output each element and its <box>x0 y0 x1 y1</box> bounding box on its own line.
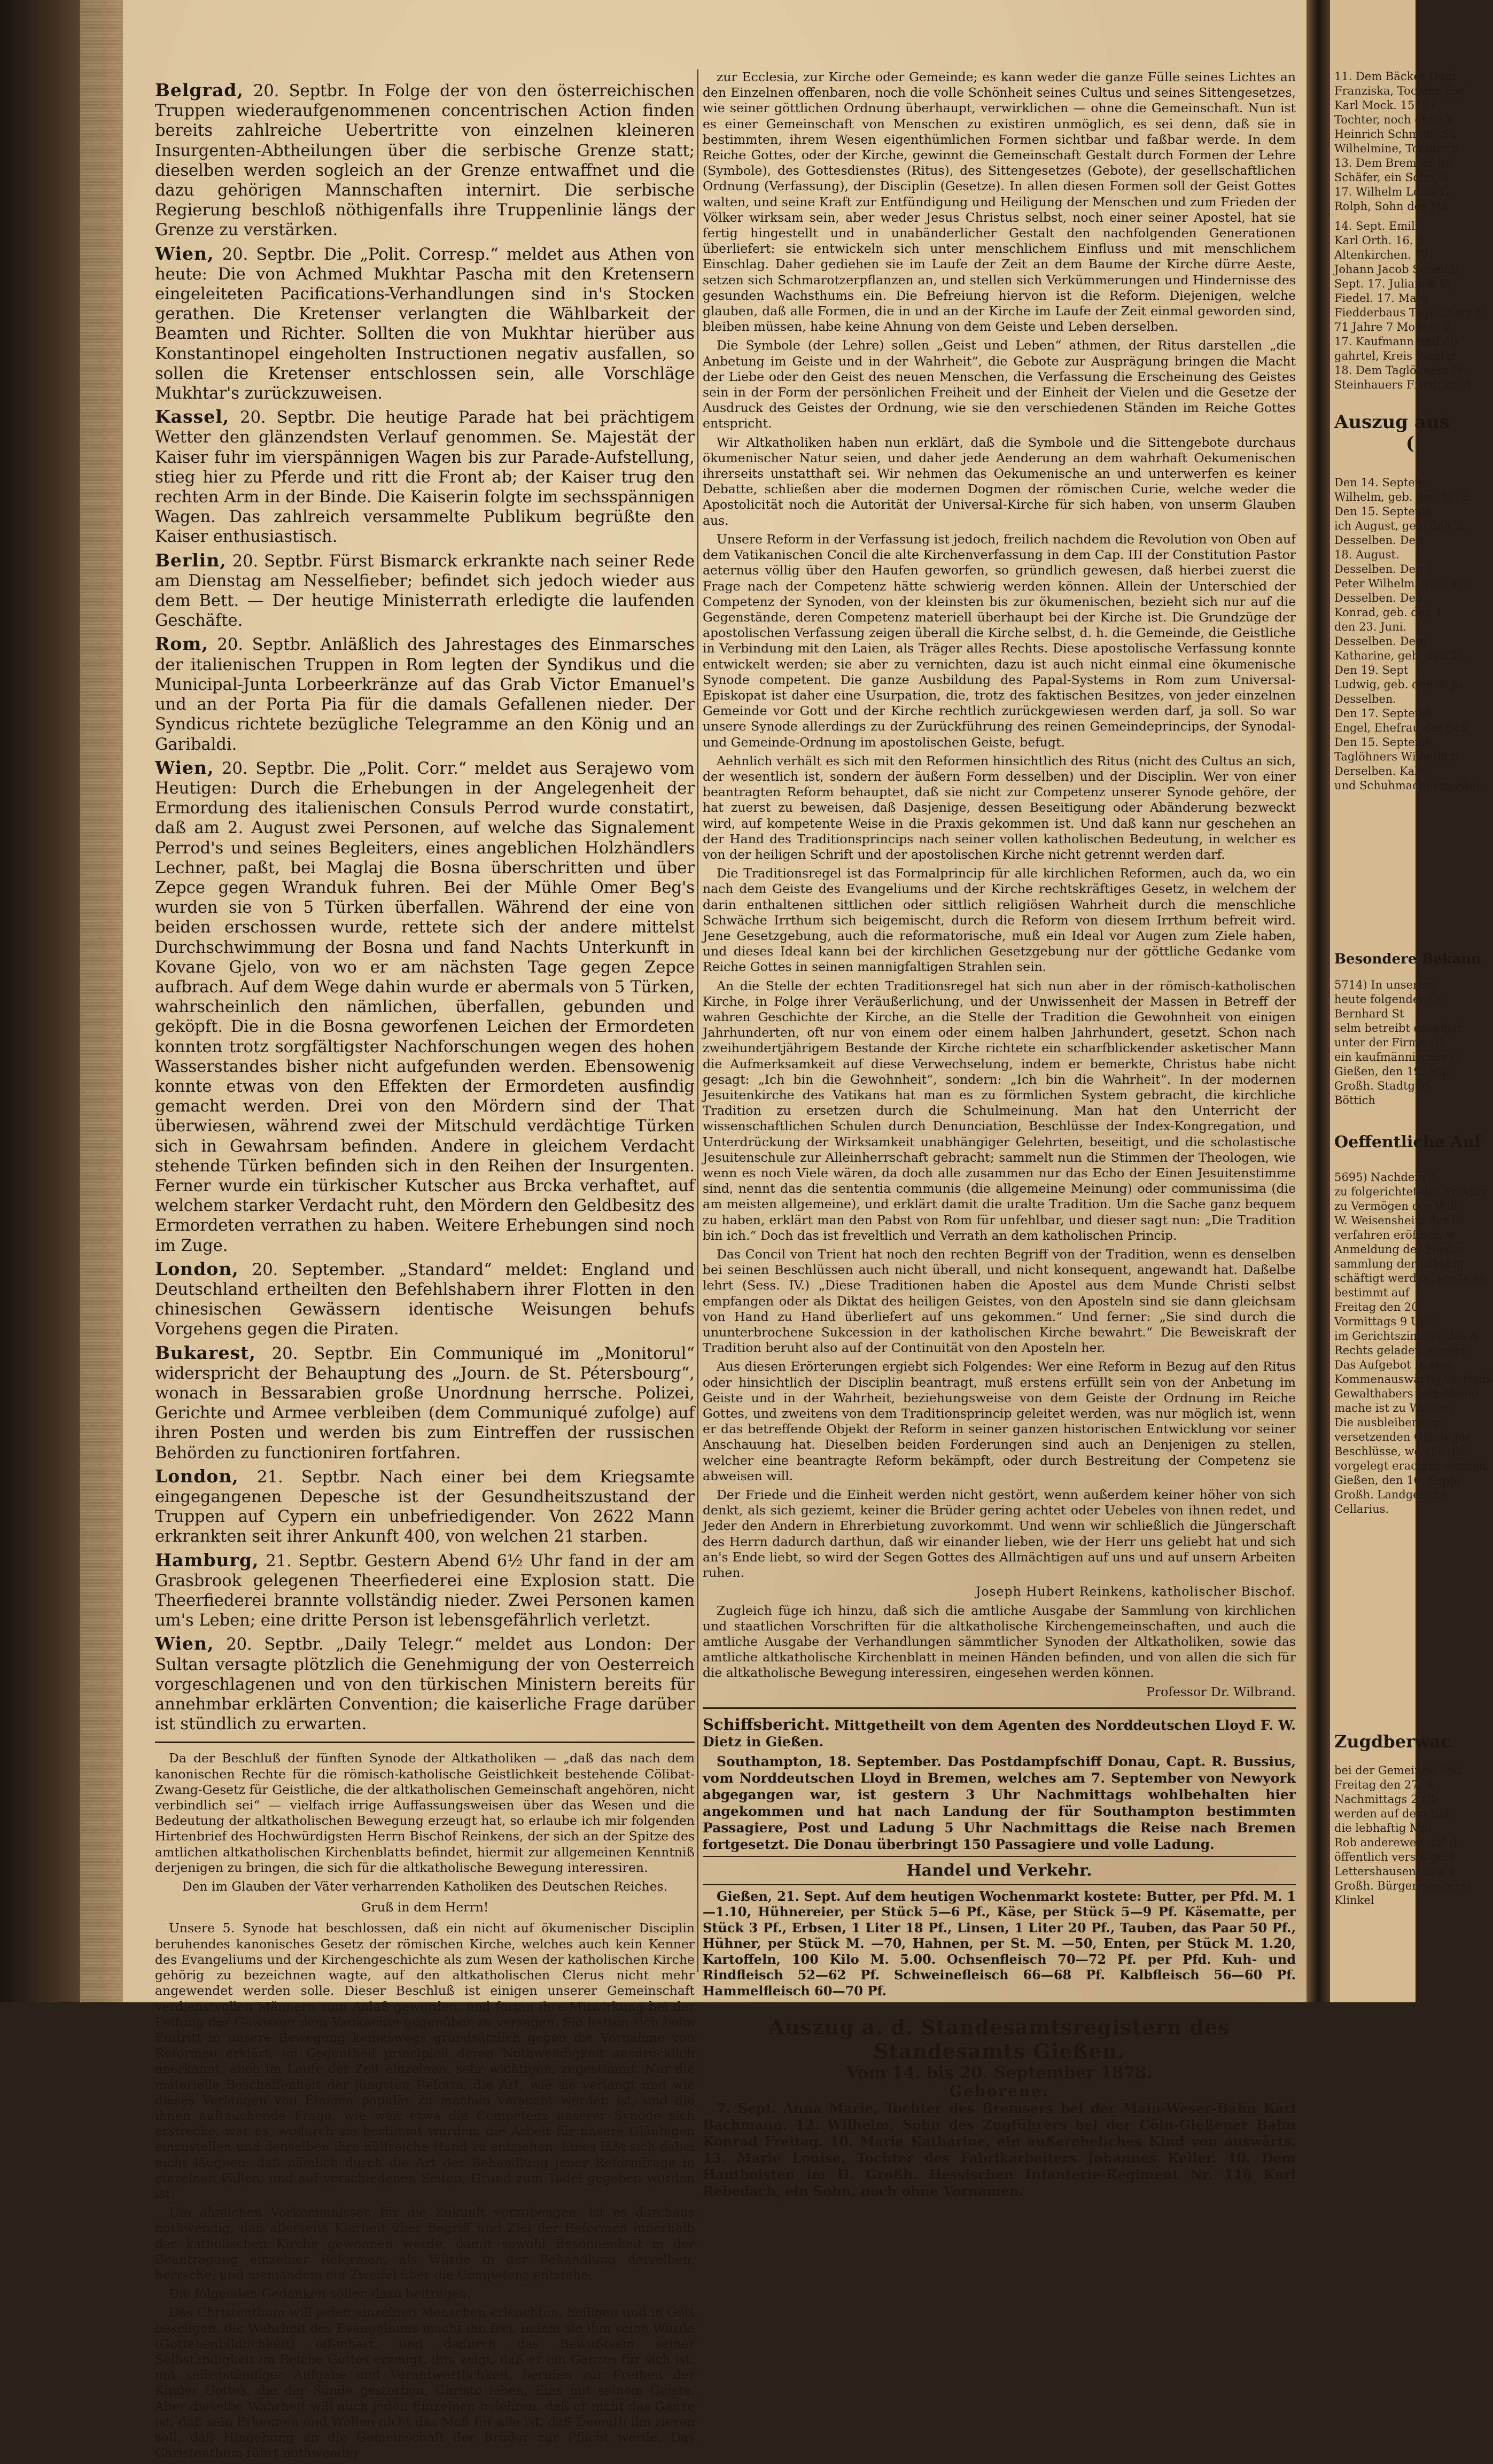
adjacent-text-line: Vormittags 9 Uhr <box>1334 1315 1433 1328</box>
article-paragraph: Wir Altkatholiken haben nun erklärt, daß die Symbole und die Sittengebote durchaus ökumenischer Natur seien, und daher jede Aenderung an dem wahrhaft Oekumenischen ihrerseits unstatthaft sei. Wir nehmen das Oekumenische an und unterwerfen es keiner Debatte, schließen aber die modernen Dogmen der römischen Curie, welche weder die Apostolicität noch die Autorität der Universal-Kirche für sich haben, von unserm Glauben aus. <box>703 434 1296 528</box>
adjacent-heading-3 <box>1334 951 1481 967</box>
news-text: 20. Septbr. Fürst Bismarck erkrankte nach seiner Rede am Dienstag am Nesselfieber; befindet sich jedoch wieder aus dem Bett. — Der heutige Ministerrath erledigte die laufenden Geschäfte. <box>155 551 695 631</box>
adjacent-text-line: Beschlüsse, welche die <box>1334 1445 1466 1458</box>
news-text: 20. Septbr. „Daily Telegr.“ meldet aus London: Der Sultan versagte plötzlich die Genehmigung der von Oesterreich vorgeschlagenen und von den türkischen Ministern bereits für annehmbar erklärten Convention; die kaiserliche Frage darüber ist stündlich zu erwarten. <box>155 1635 695 1734</box>
adjacent-text-line: Lettershausen, den 1 <box>1334 1865 1455 1878</box>
adjacent-text-line: und Schuhmachermeister <box>1334 779 1481 792</box>
adjacent-text-line: im Gerichtszimmer des A <box>1334 1330 1479 1342</box>
article-paragraph: Unsere 5. Synode hat beschlossen, daß ein nicht auf ökumenischer Disciplin beruhendes kanonisches Gesetz der römischen Kirche, welches auch kein Kenner des Evangeliums und der Kirchengeschichte als zum Wesen der katholischen Kirche gehörig zu bezeichnen wagte, auf den altkatholischen Clerus nicht mehr angewendet werden solle. Dieser Beschluß ist einigen unserer Gemeinschaft verdienstvollen Männern zum Anlaß geworden, und fortan ihre Mitwirkung bei der Leitung der Gewissen dem Vatikanum gegenüber zu versagen. Sie hatten sich beim Eintritt in unsere Bewegung keineswegs grundsätzlich gegen die Vornahme von Reformen erklärt, im Gegentheil principiell deren Nothwendigkeit ausdrücklich anerkannt, auch im Laufe der Zeit einzelnen, sehr wichtigen, zugestimmt. Nur die materielle Beschaffenheit der jüngsten Reform, die Art, wie sie verlangt und wie dieses Verlangen von Einigen populär zu machen versucht worden ist, und die ihnen auftauchende Frage, wie weit etwa die Competenz unserer Synode sich erstrecke, war es, wodurch sie bestimmt wurden, die Arbeit für unsere Gläubigen einzustellen und denselben ihre hülfreiche Hand zu entziehen. Eines läßt sich dabei nicht läugnen: daß nämlich durch die Art der Behandlung jener Reformfrage in einzelnen Fällen, und auf verschiedenen Seiten, Grund zum Tadel gegeben worden ist. <box>155 1921 695 2201</box>
news-item <box>155 1550 695 1631</box>
adjacent-text-line: Gießen, den 16. Septe <box>1334 1474 1461 1487</box>
adjacent-text-line: selm betreibt daselbst <box>1334 1022 1461 1035</box>
registry-text: 7. Sept. Anna Marie, Tochter des Bremsers bei der Main-Weser-Bahn Karl Bachmann. 12. Wilhelm, Sohn des Zugführers bei der Cöln-Gießener Bahn Konrad Freitag. 10. Marie Katharine, ein außereheliches Kind von auswärts. 13. Marie Louise, Tochter des Fabrikarbeiters Johannes Keller. 10. Dem Hautboisten im II. Großh. Hessischen Infanterie-Regiment Nr. 116 Karl Rebedach, ein Sohn, noch ohne Vornamen. <box>703 2101 1296 2199</box>
adjacent-text-line: 17. Kaufmann und Ag <box>1334 335 1458 348</box>
adjacent-text-line: Ludwig, geb. den 9. Ju <box>1334 678 1463 691</box>
adjacent-text-line: Bernhard St <box>1334 1007 1404 1020</box>
left-column <box>155 80 695 2464</box>
ship-report-title: Schiffsbericht. <box>703 1715 830 1734</box>
adjacent-text-line: zu Vermögen des Will <box>1334 1200 1458 1212</box>
article-paragraph: Das Christenthum will jeden einzelnen Menschen erleuchten, heiligen und in Gott beseligen, die Wahrheit des Evangeliums macht ihn frei, indem sie ihm seine Würde (Gottebenbildlichkeit) offenbart, und dadurch das Bewußtsein seiner Selbständigkeit im Reiche Gottes erzeugt, ihm zeigt, daß er ein Ganzes für sich ist, mit selbstständiger Aufgabe und Verantwortlichkeit, berufen zur Freiheit der Kinder Gottes, die der Sünde gestorben, Christo leben, Eins mit seinem Geiste. Aber dieselbe Wahrheit will auch jeden Einzelnen belehren, daß er nicht das Ganze ist, daß sein Erkennen und Wollen nicht das Maß für alle ist, daß Demuth ihn zieren soll, daß Hingebung an die Gemeinschaft der Brüder zur Pflicht werde. Das Christenthum führt nothwendig <box>155 2305 695 2461</box>
adjacent-text-line: Den 17. Septemb <box>1334 707 1433 720</box>
adjacent-text-line: Peter Wilhelm, geb. den <box>1334 577 1471 590</box>
news-dateline: Hamburg, <box>155 1549 259 1571</box>
adjacent-text-line: 14. Sept. Emili <box>1334 220 1419 232</box>
pastoral-letter-part1 <box>155 1921 695 2461</box>
news-dateline: Wien, <box>155 757 214 778</box>
adjacent-text-line: Desselben. Den 1 <box>1334 563 1434 576</box>
adjacent-text-line: 71 Jahre 7 Monate 2 <box>1334 321 1451 333</box>
news-item <box>155 550 695 631</box>
news-dateline: Kassel, <box>155 406 230 427</box>
adjacent-text-line: Katharine, geb. den 11. <box>1334 649 1468 662</box>
adjacent-text-line: mache ist zu Wassers <box>1334 1402 1456 1414</box>
adjacent-text-line: Steinhauers Friedrich A <box>1334 378 1472 391</box>
news-text: 21. Septbr. Gestern Abend 6½ Uhr fand in der am Grasbrook gelegenen Theerfiederei eine Explosion statt. Die Theerfiederei brannte vollständig nieder. Zwei Personen kamen um's Leben; eine dritte Person ist lebensgefährlich verletzt. <box>155 1551 695 1630</box>
news-item <box>155 407 695 547</box>
adjacent-text-line: 5714) In unserem <box>1334 978 1436 991</box>
adjacent-text-line: Klinkel <box>1334 1894 1374 1907</box>
adjacent-page-edge <box>1330 0 1493 2002</box>
adjacent-text-line: Nachmittags 2 Uh <box>1334 1793 1438 1806</box>
article-paragraph: Das Concil von Trient hat noch den rechten Begriff von der Tradition, wenn es denselben bei seinen Beschlüssen auch nicht überall, und nicht konsequent, angewandt hat. Daßelbe lehrt (Sess. IV.) „Diese Traditionen haben die Apostel aus dem Munde Christi selbst empfangen oder als Diktat des heiligen Geistes, von den Aposteln sind sie dann gleichsam von Hand zu Hand überliefert auf uns gekommen.“ Und ferner: „Sie sind durch die ununterbrochene Sukcession in der katholischen Kirche bewahrt.“ Die Beweiskraft der Tradition beruht also auf der Continuität von den Aposteln her. <box>703 1247 1296 1356</box>
news-dateline: Wien, <box>155 243 214 264</box>
news-item <box>155 634 695 754</box>
adjacent-text-line: Desselben. Den <box>1334 534 1423 547</box>
news-text: 20. September. „Standard“ meldet: England und Deutschland ertheilten den Befehlshabern ihrer Flotten in den chinesischen Gewässern identische Weisungen behufs Vorgehens gegen die Piraten. <box>155 1260 695 1339</box>
adjacent-text-line: Die ausbleibenden <box>1334 1416 1440 1429</box>
adjacent-text-line: versetzenden Gläubiger <box>1334 1431 1471 1443</box>
registry-section: Geborene. <box>949 2082 1049 2101</box>
adjacent-text-line: öffentlich versteigert. <box>1334 1851 1458 1863</box>
telegram-news-list <box>155 80 695 1734</box>
article-paragraph: Unsere Reform in der Verfassung ist jedoch, freilich nachdem die Revolution von Oben auf dem Vatikanischen Concil die alte Kirchenverfassung in dem Cap. III der Constitution Pastor aeternus völlig über den Haufen geworfen, so gründlich gewesen, daß hierbei zuerst die Frage nach der Competenz hätte schwierig werden können. Allein der Unterschied der Competenz der Synoden, von der kleinsten bis zur ökumenischen, bezieht sich nur auf die Gegenstände, deren Competenz materiell überhaupt bei der Kirche ist. Die Grundzüge der apostolischen Verfassung zeigen überall die Kirche selbst, d. h. die Gemeinde, die Geistliche in Verbindung mit den Laien, als Träger alles Rechts. Diese apostolische Verfassung konnte entwickelt werden; sie aber zu vernichten, dazu ist auch nicht einmal eine ökumenische Synode competent. Die ganze Ausbildung des Papal-Systems in Rom zum Universal-Episkopat ist daher eine Usurpation, die, trotz des faktischen Besitzes, von jeder einzelnen Gemeinde vor Gott und der Kirche rechtlich zurückgewiesen werden darf, ja soll. So war unsere Synode allerdings zu der Zurückführung des reinen Gemeindeprincips, der Synodal- und Gemeinde-Ordnung im apostolischen Geiste, befugt. <box>703 531 1296 750</box>
adjacent-text-line: Den 15. Septemb <box>1334 736 1433 749</box>
adjacent-heading-text: Oeffentliche Auf <box>1334 1133 1481 1152</box>
news-item <box>155 1466 695 1547</box>
adjacent-text-line: Böttich <box>1334 1094 1375 1107</box>
adjacent-heading-4 <box>1334 1133 1481 1152</box>
book-binding <box>0 0 123 2002</box>
news-dateline: Wien, <box>155 1633 214 1654</box>
adjacent-text-line: Desselben. Dem <box>1334 635 1426 648</box>
article-paragraph: Der Friede und die Einheit werden nicht gestört, wenn außerdem keiner höher von sich denkt, als sich geziemt, keiner die Brüder gering achtet oder Uebeles von ihnen redet, und Jeder den Andern in Ehrerbietung zuvorkommt. Und wenn wir schließlich die Jüngerschaft des Herrn dadurch darthun, daß wir einander lieben, wie der Herr uns geliebt hat und sich an's Ende liebt, so wird der Segen Gottes des Allmächtigen auf uns und auf unsern Arbeiten ruhen. <box>703 1487 1296 1581</box>
adjacent-text-line: ich August, geb. den 2. <box>1334 519 1466 532</box>
news-text: 20. Septbr. Die „Polit. Corresp.“ meldet aus Athen von heute: Die von Achmed Mukhtar Pascha mit den Kretensern eingeleiteten Pacifications-Verhandlungen sind in's Stocken gerathen. Die Kretenser verlangten die Wählbarkeit der Beamten und Richter. Sollten die von Mukhtar hierüber aus Konstantinopel eingeholten Instructionen negativ ausfallen, so sollen die Kretenser entschlossen sein, alle Vorschläge Mukhtar's zurückzuweisen. <box>155 245 695 403</box>
news-dateline: London, <box>155 1465 239 1487</box>
adjacent-text-line: Johann Jacob Schmidt <box>1334 263 1460 276</box>
column-divider <box>697 69 698 1972</box>
adjacent-heading-2 <box>1334 411 1450 454</box>
adjacent-text-line: verfahren eröffnet, w <box>1334 1229 1456 1241</box>
adjacent-text-line: Sept. 17. Julianne Si <box>1334 277 1451 290</box>
ship-report-text: Southampton, 18. September. Das Postdampfschiff Donau, Capt. R. Bussius, vom Norddeutschen Lloyd in Bremen, welches am 7. September von Newyork abgegangen war, ist gestern 3 Uhr Nachmittags wohlbehalten hier angekommen und hat nach Landung der für Southampton bestimmten Passagiere, Post und Ladung 5 Uhr Nachmittags die Reise nach Bremen fortgesetzt. Die Donau überbringt 150 Passagiere und volle Ladung. <box>703 1753 1296 1852</box>
news-text: 20. Septbr. Ein Communiqué im „Monitorul“ widerspricht der Behauptung des „Journ. de St. Pétersbourg“, wonach in Bessarabien große Unordnung herrsche. Polizei, Gerichte und Armee verbleiben (dem Communiqué zufolge) auf ihren Posten und werden bis zum Eintreffen der russischen Behörden zu functioniren fortfahren. <box>155 1344 695 1463</box>
adjacent-text-line: Cellarius. <box>1334 1503 1389 1515</box>
news-dateline: Belgrad, <box>155 80 244 100</box>
adjacent-text-line: Großh. Landgericht <box>1334 1488 1447 1501</box>
adjacent-text-line: Den 14. Septem <box>1334 476 1426 489</box>
adjacent-text-line: Rob andereweit auf d <box>1334 1836 1457 1849</box>
adjacent-text-line: Desselben. <box>1334 693 1397 705</box>
news-text: 21. Septbr. Nach einer bei dem Kriegsamte eingegangenen Depesche ist der Gesundheitszustand der Truppen auf Cypern ein unbefriedigender. Von 2622 Mann erkrankten seit ihrer Ankunft 400, von welchen 21 starben. <box>155 1467 695 1546</box>
news-dateline: Bukarest, <box>155 1342 256 1363</box>
right-column <box>703 69 1296 2203</box>
adjacent-text-line: Schäfer, ein Sohn, n <box>1334 171 1449 184</box>
adjacent-text-line: 18. Dem Taglöhners W <box>1334 364 1464 377</box>
article-paragraph: zur Ecclesia, zur Kirche oder Gemeinde; es kann weder die ganze Fülle seines Lichtes an den Einzelnen offenbaren, noch die volle Schönheit seines Cultus und seines Sittengesetzes, wie seiner göttlichen Ordnung überhaupt, verwirklichen — ohne die Gemeinschaft. Nun ist es einer Gemeinschaft von Menschen zu existiren unmöglich, es sei denn, daß sie in bestimmten, ihrem Wesen eigenthümlichen Formen sichtbar und faßbar werde. In dem Reiche Gottes, oder der Kirche, gewinnt die Gemeinschaft Gestalt durch Formen der Lehre (Symbole), des Gottesdienstes (Ritus), des Sittengesetzes (Gebote), der gesellschaftlichen Ordnung (Verfassung), der Disciplin (Gesetze). In allen diesen Formen soll der Geist Gottes walten, und seine Kraft zur Entfündigung und Heiligung der Menschen und zum Frieden der Völker wirksam sein, aber weder Jesus Christus selbst, noch einer seiner Apostel, hat sie fertig hingestellt und in unabänderlicher Gestalt den nachfolgenden Generationen überliefert: sie entwickeln sich unter menschlichem Einfluss und mit menschlichem Einschlag. Daher gediehen sie im Laufe der Zeit an dem Baume der Kirche dürre Aeste, setzen sich Schmarotzerpflanzen an, und stellen sich Verkümmerungen und Hindernisse des gesunden Wachsthums ein. Die Befreiung hiervon ist die Reform. Diejenigen, welche glauben, daß alle Formen, die in und an der Kirche im Laufe der Zeit einmal geworden sind, bleiben müssen, habe keine Ahnung von dem Geiste und Leben derselben. <box>703 69 1296 335</box>
article-paragraph: Aus diesen Erörterungen ergiebt sich Folgendes: Wer eine Reform in Bezug auf den Ritus oder hinsichtlich der Disciplin beantragt, muß erstens erfüllt sein von der Anbetung im Geiste und in der Wahrheit, beziehungsweise von dem Geiste der Ordnung im Reiche Gottes, und zweitens von dem Traditionsprincip geleitet werden, was nur möglich ist, wenn er das betreffende Objekt der Reform in seiner ganzen historischen Entwicklung vor seiner Anschauung hat. Dieselben beiden Forderungen sind auch an Denjenigen zu stellen, welcher eine beantragte Reform bekämpft, oder durch Bestreitung der Competenz sie abweisen will. <box>703 1359 1296 1483</box>
news-item <box>155 244 695 404</box>
adjacent-text-line: W. Weisensheim der Fr <box>1334 1214 1465 1227</box>
adjacent-text-line: Karl Mock. 15. Di <box>1334 99 1435 112</box>
section-rule <box>703 1856 1296 1857</box>
closing-signature: Professor Dr. Wilbrand. <box>1146 1684 1296 1699</box>
article-intro: Da der Beschluß der fünften Synode der Altkatholiken — „daß das nach dem kanonischen Rechte für die römisch-katholische Geistlichkeit bestehende Cölibat-Zwang-Gesetz für Geistliche, die der altkatholischen Gemeinschaft angehören, nicht verbindlich sei“ — vielfach irrige Auffassungsweisen über das Wesen und die Bedeutung der altkatholischen Bewegung erzeugt hat, so erlaube ich mir folgenden Hirtenbrief des Hochwürdigsten Herrn Bischof Reinkens, der sich an der Spitze des amtlichen altkatholischen Kirchenblatts befindet, hiermit zur allgemeinen Kenntniß derjenigen zu bringen, die sich für die altkatholische Bewegung interessiren. <box>155 1751 695 1875</box>
adjacent-lines-d <box>1334 1170 1493 1517</box>
article-paragraph: Aehnlich verhält es sich mit den Reformen hinsichtlich des Ritus (nicht des Cultus an sich, der wesentlich ist, sondern der äußern Form desselben) und der Disciplin. Wer von einer beantragten Reform behauptet, daß sie nicht zur Competenz unserer Synode gehöre, der hat zuerst zu beweisen, daß Dasjenige, dessen Beseitigung oder Abänderung bezweckt wird, auf kompetente Weise in die Praxis gekommen ist. Und daß kann nur geschehen an der Hand des Traditionsprincips nach seiner vollen katholischen Bedeutung, in welcher es von der heiligen Schrift und der apostolischen Kirche nicht getrennt werden darf. <box>703 753 1296 862</box>
adjacent-text-line: gahrtel, Kreis Weglar. <box>1334 349 1459 362</box>
adjacent-heading-text: Zugdberwac <box>1334 1731 1451 1752</box>
article-paragraph: An die Stelle der echten Traditionsregel hat sich nun aber in der römisch-katholischen Kirche, in Folge ihrer Veräußerlichung, und der Unwissenheit der Massen in Betreff der wahren Geschichte der Kirche, an die Stelle der Tradition die Gewohnheit von einigen Jahrhunderten, oft nur von einem oder einem halben Jahrhundert, gesetzt. Schon nach zweihundertjährigem Bestande der Kirche richtete ein scharfblickender asketischer Mann die Aufmerksamkeit auf diese Verwechselung, indem er bemerkte, Christus habe nicht gesagt: „Ich bin die Gewohnheit“, sondern: „Ich bin die Wahrheit“. In der modernen Jesuitenkirche des Vatikans hat man es zu förmlichen System gebracht, die kirchliche Tradition zu ersetzen durch die Schulmeinung. Man hat den Unterricht der wissenschaftlichen Schulen durch Denunciation, Beschlüsse der Index-Kongregation, und Unterdrückung der Wirksamkeit unabhängiger Gelehrten, beseitigt, und die scholastische Jesuitenschule zur Alleinherrschaft gebracht; sammelt nun die Stimmen der Theologen, wie wenn es noch Viele wären, da doch alle zusammen nur das Echo der Einen Jesuitenstimme sind, nennt das die sententia communis (die allgemeine Meinung) oder communissima (die am meisten allgemeine), und erklärt damit die uralte Tradition. Um die Sache ganz bequem zu haben, erklärt man den Pabst von Rom für unfehlbar, und dieser sagt nun: „Die Tradition bin ich.“ Doch das ist freveltlich und Verrath an dem katholischen Princip. <box>703 978 1296 1243</box>
adjacent-text-line: 11. Dem Bäcker Dani <box>1334 70 1456 83</box>
adjacent-text-line: unter der Firma „B <box>1334 1036 1443 1049</box>
bishop-signature: Joseph Hubert Reinkens, katholischer Bischof. <box>975 1584 1296 1599</box>
adjacent-lines-c <box>1334 978 1461 1108</box>
adjacent-text-line: Großh. Stadtgeri <box>1334 1079 1431 1092</box>
adjacent-text-line: Das Aufgebot in eine <box>1334 1358 1453 1371</box>
adjacent-heading-sub: ( <box>1405 433 1414 454</box>
article-paragraph: Die folgenden Gedanken sollen dazu beitragen. <box>169 2286 471 2302</box>
adjacent-lines-mid <box>1334 219 1486 392</box>
adjacent-text-line: heute folgender Ge <box>1334 993 1444 1006</box>
adjacent-text-line: Rechts geladen werden <box>1334 1344 1468 1357</box>
registry-title: Auszug a. d. Standesamtsregistern des Standesamts Gießen. <box>768 2015 1230 2064</box>
news-item <box>155 1343 695 1463</box>
greeting-recipients: Den im Glauben der Väter verharrenden Katholiken des Deutschen Reiches. <box>182 1879 668 1894</box>
adjacent-text-line: Heinrich Schmidt, Sc <box>1334 128 1456 141</box>
section-rule <box>703 2006 1296 2008</box>
adjacent-text-line: zu folgerichtet der Provinz <box>1334 1185 1487 1198</box>
adjacent-text-line: bestimmt auf <box>1334 1286 1410 1299</box>
news-text: 20. Septbr. In Folge der von den österreichischen Truppen wiederaufgenommenen concentrischen Action finden bereits zahlreiche Uebertritte von einzelnen kleineren Insurgenten-Abtheilungen über die serbische Grenze statt; dieselben werden sogleich an der Grenze entwaffnet und die dazu gehörigen Mannschaften internirt. Die serbische Regierung beschloß nöthigenfalls ihre Truppenlinie längs der Grenze zu verstärken. <box>155 82 695 240</box>
adjacent-lines-b <box>1334 476 1481 793</box>
adjacent-text-line: sammlung der Gläubig <box>1334 1257 1464 1270</box>
adjacent-heading-5 <box>1334 1731 1451 1752</box>
news-text: 20. Septbr. Anläßlich des Jahrestages des Einmarsches der italienischen Truppen in Rom legten der Syndikus und die Municipal-Junta Lorbeerkränze auf das Grab Victor Emanuel's und an der Porta Pia für die damals Gefallenen nieder. Der Syndicus richtete bezügliche Telegramme an den König und an Garibaldi. <box>155 635 695 754</box>
adjacent-text-line: Den 19. Sept <box>1334 664 1409 677</box>
news-dateline: Berlin, <box>155 549 227 571</box>
greeting: Gruß in dem Herrn! <box>361 1900 489 1915</box>
adjacent-text-line: Derselben. Kalb <box>1334 765 1426 778</box>
news-item <box>155 1259 695 1340</box>
article-paragraph: Die Symbole (der Lehre) sollen „Geist und Leben“ athmen, der Ritus darstellen „die Anbetung im Geiste und in der Wahrheit“, die Gebote zur Ausprägung bringen die Macht der Liebe oder den Geist des neuen Menschen, die Verfassung die Erscheinung des Geistes sein in der Form der persönlichen Freiheit und der Einheit der Vielen und die Gesetze der Ausdruck des Geistes der Ordnung, wie sie den verschiedenen Ständen im Reiche Gottes entspricht. <box>703 338 1296 431</box>
section-rule <box>703 1884 1296 1885</box>
section-rule <box>703 1707 1296 1709</box>
adjacent-text-line: Wilhelmine, Tochter d <box>1334 142 1460 155</box>
adjacent-text-line: Konrad, geb. den 1 <box>1334 606 1443 619</box>
article-paragraph: Um ähnlichen Vorkommnissen für die Zukunft vorzubeugen, ist es durchaus nothwendig, daß allerseits Klarheit über Begriff und Ziel der Reformen innerhalb der katholischen Kirche gewonnen werde, damit sowohl Besonnenheit in der Beantragung einzelner Reformen, als Würde in der Behandlung derselben, herrsche, und niemandem ein Zweifel über die Competenz entstehe. <box>155 2205 695 2282</box>
adjacent-text-line: Tochter, noch ohne V <box>1334 113 1455 126</box>
closing-note: Zugleich füge ich hinzu, daß sich die amtliche Ausgabe der Sammlung von kirchlichen und staatlichen Vorschriften für die altkatholische Kirchengemeinschaften, und auch die amtliche Ausgabe der Verhandlungen sämmtlicher Synoden der Altkatholiken, sowie das amtliche altkatholische Kirchenblatt in meinen Händen befinden, und von allen die sich für die altkatholische Bewegung interessiren, eingesehen werden können. <box>703 1603 1296 1681</box>
trade-title: Handel und Verkehr. <box>906 1861 1092 1880</box>
adjacent-text-line: 5695) Nachdem d <box>1334 1171 1436 1184</box>
binding-edge <box>80 0 123 2002</box>
adjacent-text-line: Fiedderbaus Taglöhners H <box>1334 306 1486 319</box>
adjacent-text-line: Franziska, Tochter des <box>1334 84 1464 97</box>
news-item <box>155 758 695 1256</box>
adjacent-text-line: werden auf dem Rat <box>1334 1807 1450 1820</box>
adjacent-text-line: Rolph, Sohn des Ma <box>1334 200 1449 213</box>
adjacent-text-line: den 23. Juni. <box>1334 620 1407 633</box>
trade-text: Gießen, 21. Sept. Auf dem heutigen Wochenmarkt kostete: Butter, per Pfd. M. 1—1.10, Hühnereier, per Stück 5—6 Pf., Käse, per Stück 5—9 Pf. Käsematte, per Stück 3 Pf., Erbsen, 1 Liter 18 Pf., Linsen, 1 Liter 20 Pf., Tauben, das Paar 50 Pf., Hühner, per Stück M. —70, Hahnen, per St. M. —50, Enten, per Stück M. 1.20, Kartoffeln, 100 Kilo M. 5.00. Ochsenfleisch 70—72 Pf. per Pfd. Kuh- und Rindfleisch 52—62 Pf. Schweinefleisch 66—68 Pf. Kalbfleisch 56—60 Pf. Hammelfleisch 60—70 Pf. <box>703 1888 1296 1999</box>
adjacent-text-line: Kommenauswärtig verfrank <box>1334 1373 1493 1386</box>
adjacent-text-line: ein kaufmännisches G <box>1334 1051 1460 1063</box>
news-text: 20. Septbr. Die heutige Parade hat bei prächtigem Wetter den glänzendsten Verlauf genommen. Se. Majestät der Kaiser fuhr im vierspännigen Wagen bis zur Parade-Aufstellung, stieg hier zu Pferde und ritt die Front ab; der Kaiser trug den rechten Arm in der Binde. Die Kaiserin folgte im sechsspännigen Wagen. Das zahlreich versammelte Publikum begrüßte den Kaiser enthusiastisch. <box>155 408 695 547</box>
adjacent-text-line: vorgelegt erachtet werden <box>1334 1459 1487 1472</box>
adjacent-lines-top <box>1334 69 1464 214</box>
adjacent-text-line: Großh. Bürgermeisterei <box>1334 1879 1471 1892</box>
news-item <box>155 1634 695 1734</box>
news-dateline: London, <box>155 1258 239 1279</box>
news-dateline: Rom, <box>155 633 208 655</box>
adjacent-text-line: 13. Dem Bremser be <box>1334 157 1452 169</box>
ship-report-lead: Mittgetheilt von dem Agenten des Norddeutschen Lloyd F. W. Dietz in Gießen. <box>703 1717 1296 1750</box>
adjacent-text-line: Wilhelm, geb. den 30. S <box>1334 491 1470 503</box>
pastoral-letter-part2 <box>703 69 1296 1581</box>
adjacent-text-line: Altenkirchen. 17. <box>1334 248 1433 261</box>
section-rule <box>155 1742 695 1743</box>
adjacent-lines-e <box>1334 1763 1471 1908</box>
adjacent-text-line: Karl Orth. 16. S <box>1334 234 1425 247</box>
adjacent-text-line: Freitag den 27. S <box>1334 1778 1434 1791</box>
adjacent-text-line: Taglöhners Wilhelm S <box>1334 750 1459 763</box>
adjacent-text-line: Engel, Ehefrau des Sch <box>1334 721 1468 734</box>
adjacent-text-line: Desselben. Den <box>1334 592 1423 604</box>
adjacent-text-line: schäftigt werden, sowie zu <box>1334 1272 1487 1285</box>
registry-period: Vom 14. bis 20. September 1878. <box>846 2063 1153 2083</box>
adjacent-heading-text: Auszug aus <box>1334 411 1450 433</box>
adjacent-heading-text: Besondere Bekann <box>1334 951 1481 967</box>
adjacent-text-line: die lebhaftig Mai <box>1334 1822 1432 1835</box>
news-text: 20. Septbr. Die „Polit. Corr.“ meldet aus Serajewo vom Heutigen: Durch die Erhebungen in der Angelegenheit der Ermordung des italienischen Consuls Perrod wurde constatirt, daß am 2. August zwei Personen, auf welche das Signalement Perrod's und seines Begleiters, eines angeblichen Holzhändlers Lechner, paßt, bei Maglaj die Bosna überschritten und über Zepce gegen Wranduk fuhren. Bei der Mühle Omer Beg's wurden sie von 5 Türken überfallen. Während der eine von beiden erschossen wurde, rettete sich der andere mittelst Durchschwimmung der Bosna und fand Nachts Unterkunft in Kovane Gjelo, von wo er am nächsten Tage gegen Zepce aufbrach. Auf dem Wege dahin wurde er abermals von 5 Türken, wahrscheinlich den nämlichen, überfallen, gebunden und geköpft. Die in die Bosna geworfenen Leichen der Ermordeten konnten trotz sorgfältigster Nachforschungen wegen des hohen Wasserstandes bisher nicht aufgefunden werden. Ebensowenig konnte etwas von den Effekten der Ermordeten ausfindig gemacht werden. Drei von den Mördern sind der That überwiesen, während zwei der Mitschuld verdächtige Türken sich in Gewahrsam befinden. Andere in gleichem Verdacht stehende Türken befinden sich in den Reihen der Insurgenten. Ferner wurde ein türkischer Kutscher aus Brcka verhaftet, auf welchem starker Verdacht ruht, den Mördern den Geldbesitz des Ermordeten verrathen zu haben. Weitere Erhebungen sind noch im Zuge. <box>155 759 695 1255</box>
news-item <box>155 80 695 240</box>
adjacent-text-line: 18. August. <box>1334 548 1399 561</box>
adjacent-text-line: 17. Wilhelm Louis G <box>1334 185 1450 198</box>
ship-report <box>703 1716 1296 1750</box>
adjacent-text-line: Fiedel. 17. Marg <box>1334 292 1429 305</box>
article-paragraph: Die Traditionsregel ist das Formalprincip für alle kirchlichen Reformen, auch da, wo ein nach dem Geiste des Evangeliums und der Kirche rechtskräftiges Gesetz, in welchem der darin enthaltenen sittlichen oder sittlich religiösen Wahrheit durch die menschliche Schwäche Irrthum sich beigemischt, durch die Reform von diesem Irrthum befreit wird. Jene Gesetzgebung, auch die reformatorische, muß ein Ideal vor Augen zum Ziele haben, und dieses Ideal kann bei der kirchlichen Gesetzgebung nur der göttliche Gedanke vom Reiche Gottes in seinen mannigfaltigen Strahlen sein. <box>703 866 1296 975</box>
page-gutter <box>1307 0 1330 2002</box>
adjacent-text-line: Gießen, den 19. Sep <box>1334 1065 1450 1078</box>
adjacent-text-line: Den 15. Septemb <box>1334 505 1433 518</box>
adjacent-text-line: Freitag den 20. <box>1334 1301 1422 1313</box>
adjacent-text-line: bei der Gemeinde Rod <box>1334 1764 1462 1777</box>
adjacent-text-line: Gewalthabers selbstkünd <box>1334 1387 1479 1400</box>
adjacent-text-line: Anmeldung der Forder <box>1334 1243 1464 1256</box>
